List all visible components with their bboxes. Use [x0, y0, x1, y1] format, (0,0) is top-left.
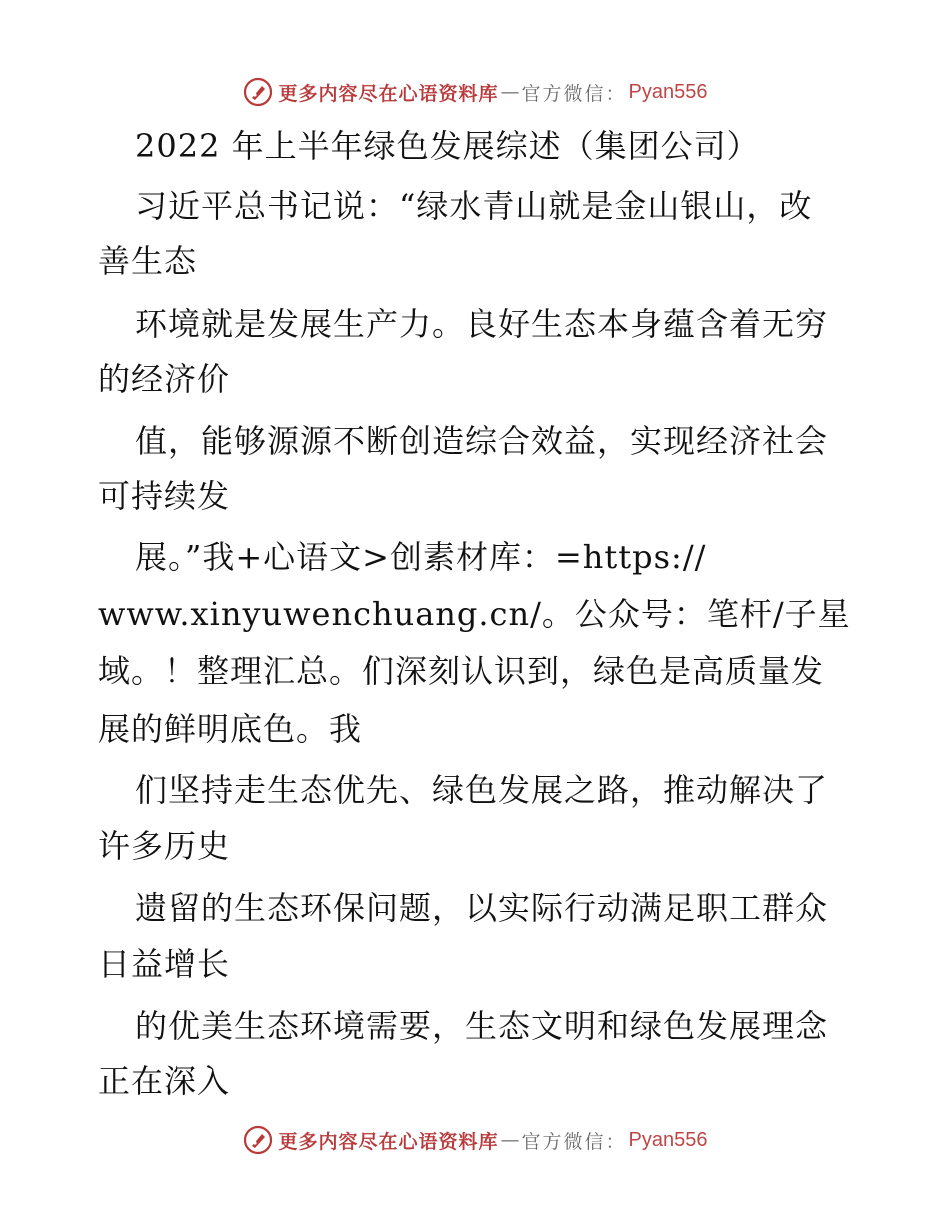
paragraph-line: 可持续发	[98, 477, 231, 515]
paragraph-line: 日益增长	[98, 945, 231, 983]
paragraph-line: 值，能够源源不断创造综合效益，实现经济社会	[135, 422, 829, 460]
paragraph-line: 环境就是发展生产力。良好生态本身蕴含着无穷	[135, 305, 829, 343]
banner-dash: —	[500, 1129, 520, 1151]
pen-nib-circle-icon	[243, 77, 273, 107]
paragraph-line: 正在深入	[98, 1062, 231, 1100]
banner-official-label: 官方微信：	[521, 82, 627, 105]
paragraph-line: 习近平总书记说：“绿水青山就是金山银山，改	[135, 187, 813, 225]
banner-text: 更多内容尽在心语资料库	[278, 1130, 499, 1153]
header-watermark-banner	[0, 72, 950, 112]
banner-wechat-id: Pyan556	[628, 1128, 708, 1151]
banner-official-label: 官方微信：	[521, 1130, 627, 1153]
paragraph-line: 们坚持走生态优先、绿色发展之路，推动解决了	[135, 771, 829, 809]
paragraph-line: 域。！整理汇总。们深刻认识到，绿色是高质量发	[98, 652, 825, 690]
footer-watermark-banner	[0, 1120, 950, 1160]
paragraph-line: 遗留的生态环保问题，以实际行动满足职工群众	[135, 889, 829, 927]
paragraph-line: 的经济价	[98, 360, 231, 398]
document-title: 2022 年上半年绿色发展综述（集团公司）	[135, 127, 760, 165]
banner-dash: —	[500, 81, 520, 103]
banner-text: 更多内容尽在心语资料库	[278, 82, 499, 105]
pen-nib-circle-icon	[243, 1125, 273, 1155]
banner-wechat-id: Pyan556	[628, 80, 708, 103]
paragraph-line: www.xinyuwenchuang.cn/。公众号：笔杆/子星	[98, 595, 851, 633]
paragraph-line: 的优美生态环境需要，生态文明和绿色发展理念	[135, 1007, 829, 1045]
paragraph-line: 展。”我+心语文>创素材库：=https://	[135, 538, 707, 576]
paragraph-line: 善生态	[98, 242, 198, 280]
paragraph-line: 展的鲜明底色。我	[98, 710, 363, 748]
paragraph-line: 许多历史	[98, 827, 231, 865]
